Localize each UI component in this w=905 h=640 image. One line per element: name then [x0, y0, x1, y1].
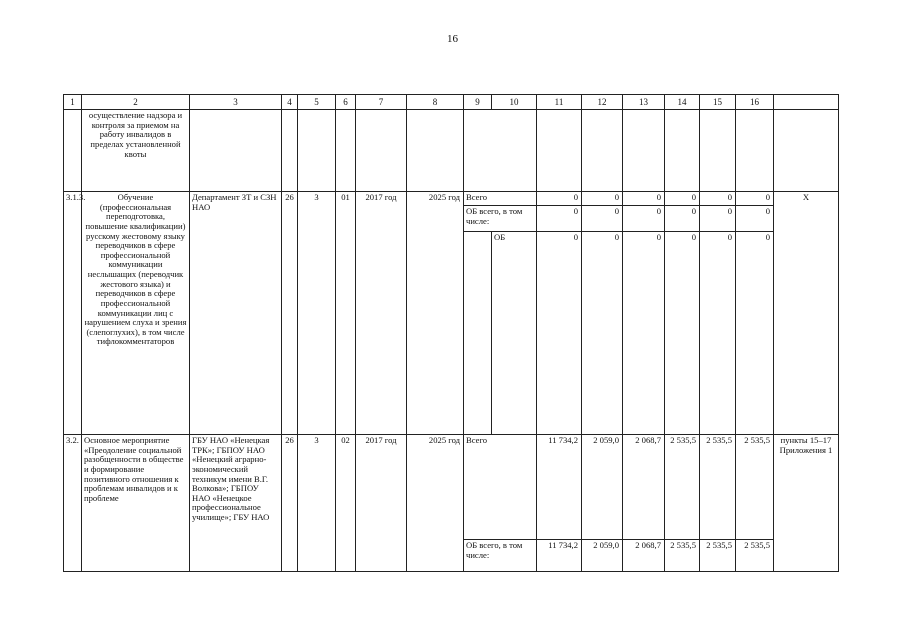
- header-cell: 11: [537, 95, 582, 110]
- funding-value: 0: [736, 232, 774, 435]
- funding-label: Всего: [464, 435, 537, 540]
- code-cell: 01: [336, 192, 356, 435]
- funding-value: 2 535,5: [700, 435, 736, 540]
- funding-value: 2 059,0: [582, 540, 623, 572]
- funding-value: 2 535,5: [665, 435, 700, 540]
- funding-value: 0: [537, 232, 582, 435]
- note-cell: Х: [774, 192, 839, 435]
- funding-value: 0: [537, 192, 582, 206]
- funding-value: 0: [623, 232, 665, 435]
- header-cell: 12: [582, 95, 623, 110]
- measure-name: Обучение (профессиональная переподготовка, повышение квалификации) русскому жестовому языку переводчиков в сфере профессиональной коммуникации неслышащих (переводчик жестового языка) и переводчиков в сфере профессиональной коммуникации лиц с нарушением слуха и зрения (слепоглухих), в том числе тифлокомментаторов: [82, 192, 190, 435]
- funding-value: 0: [700, 206, 736, 232]
- header-cell: 7: [356, 95, 407, 110]
- code-cell: 3: [298, 192, 336, 435]
- header-cell: 4: [282, 95, 298, 110]
- program-table: [63, 94, 839, 572]
- code-cell: 02: [336, 435, 356, 572]
- code-cell: 26: [282, 192, 298, 435]
- header-cell: 16: [736, 95, 774, 110]
- start-year: 2017 год: [356, 435, 407, 572]
- header-cell: 6: [336, 95, 356, 110]
- end-year: 2025 год: [407, 435, 464, 572]
- funding-value: 2 535,5: [700, 540, 736, 572]
- funding-value: 2 059,0: [582, 435, 623, 540]
- funding-value: 2 535,5: [736, 435, 774, 540]
- header-cell: 3: [190, 95, 282, 110]
- header-row: [64, 95, 839, 110]
- funding-value: 0: [665, 232, 700, 435]
- measure-name: осуществление надзора и контроля за приемом на работу инвалидов в пределах установленной квоты: [82, 110, 190, 192]
- table-row: [64, 110, 839, 192]
- header-cell: 1: [64, 95, 82, 110]
- header-cell: 15: [700, 95, 736, 110]
- funding-value: 0: [700, 192, 736, 206]
- funding-value: 0: [623, 192, 665, 206]
- code-cell: 3: [298, 435, 336, 572]
- page-number: 16: [447, 33, 458, 45]
- funding-label: Всего: [464, 192, 537, 206]
- end-year: 2025 год: [407, 192, 464, 435]
- start-year: 2017 год: [356, 192, 407, 435]
- funding-value: 0: [582, 192, 623, 206]
- header-cell: 5: [298, 95, 336, 110]
- executor: ГБУ НАО «Ненецкая ТРК»; ГБПОУ НАО «Ненецкий аграрно-экономический техникум имени В.Г. Волкова»; ГБПОУ НАО «Ненецкое профессиональное училище»; ГБУ НАО: [190, 435, 282, 572]
- code-cell: 26: [282, 435, 298, 572]
- note-cell: пункты 15–17 Приложения 1: [774, 435, 839, 572]
- funding-value: 11 734,2: [537, 540, 582, 572]
- funding-label: ОБ: [492, 232, 537, 435]
- funding-value: 0: [537, 206, 582, 232]
- row-number: 3.1.3.: [64, 192, 82, 435]
- funding-label: ОБ всего, в том числе:: [464, 540, 537, 572]
- row-number: 3.2.: [64, 435, 82, 572]
- header-cell: 9: [464, 95, 492, 110]
- funding-value: 2 068,7: [623, 435, 665, 540]
- executor: Департамент ЗТ и СЗН НАО: [190, 192, 282, 435]
- header-cell: 8: [407, 95, 464, 110]
- funding-value: 0: [582, 206, 623, 232]
- funding-value: 0: [665, 192, 700, 206]
- funding-value: 0: [623, 206, 665, 232]
- funding-value: 2 535,5: [736, 540, 774, 572]
- funding-value: 0: [665, 206, 700, 232]
- funding-value: 0: [700, 232, 736, 435]
- funding-value: 11 734,2: [537, 435, 582, 540]
- header-cell: 10: [492, 95, 537, 110]
- header-cell: 13: [623, 95, 665, 110]
- header-cell: [774, 95, 839, 110]
- table-row: [64, 192, 839, 206]
- header-cell: 14: [665, 95, 700, 110]
- funding-value: 0: [736, 192, 774, 206]
- funding-value: 2 535,5: [665, 540, 700, 572]
- header-cell: 2: [82, 95, 190, 110]
- measure-name: Основное мероприятие «Преодоление социальной разобщенности в обществе и формирование позитивного отношения к проблемам инвалидов и к проблеме: [82, 435, 190, 572]
- funding-label: ОБ всего, в том числе:: [464, 206, 537, 232]
- funding-value: 0: [736, 206, 774, 232]
- table-row: [64, 435, 839, 540]
- funding-value: 2 068,7: [623, 540, 665, 572]
- funding-value: 0: [582, 232, 623, 435]
